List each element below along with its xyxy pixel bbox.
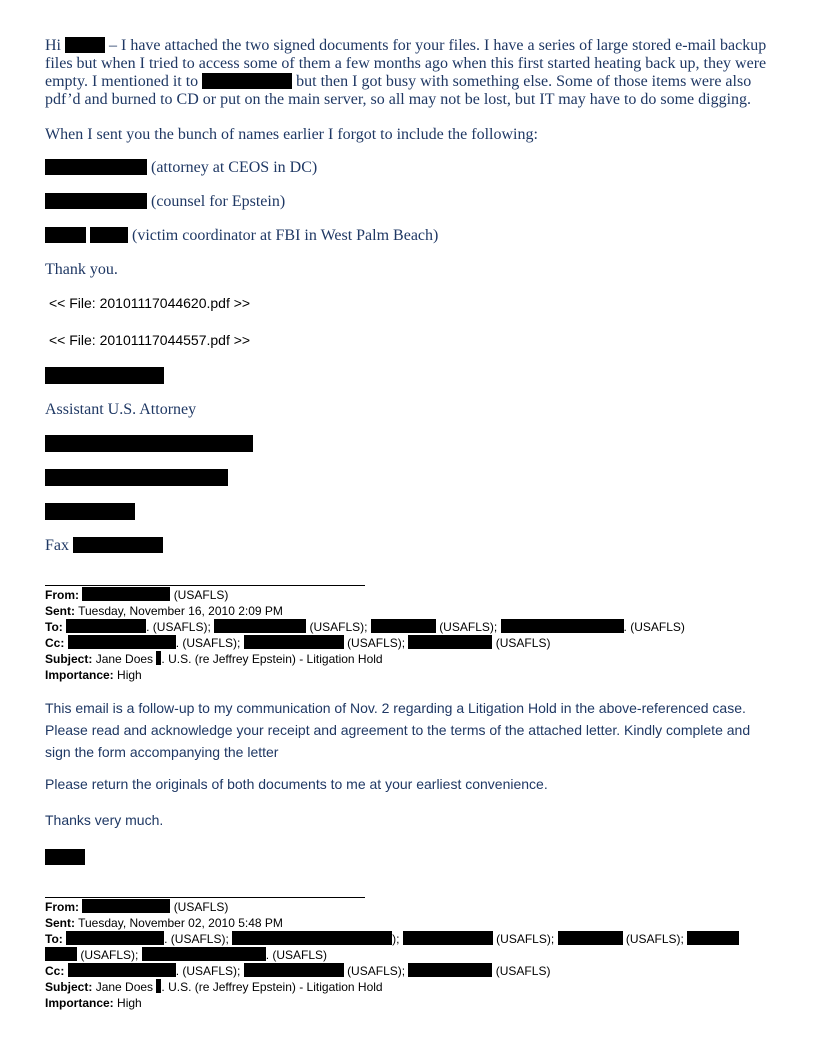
redaction [214, 619, 306, 633]
redaction [68, 963, 176, 977]
email2-paragraph-2: Please return the originals of both documents to me at your earliest convenience. [45, 776, 548, 792]
sent-line: Sent: Tuesday, November 02, 2010 5:48 PM [45, 916, 283, 930]
redaction [73, 537, 163, 553]
signature-redaction [45, 469, 228, 486]
from-line: From: (USAFLS) [45, 900, 229, 914]
redaction [687, 931, 739, 945]
closing: Thank you. [45, 261, 118, 278]
name-line-2: (counsel for Epstein) [45, 193, 772, 211]
redaction [244, 635, 344, 649]
fax-line: Fax [45, 537, 772, 555]
importance-line: Importance: High [45, 996, 142, 1010]
to-line-continued: (USAFLS); . (USAFLS) [45, 947, 775, 963]
greeting: Hi [45, 37, 61, 54]
redaction [45, 159, 147, 175]
to-line: To: . (USAFLS); (USAFLS); (USAFLS); . (USAFLS) [45, 620, 685, 634]
email1-paragraph-1 [45, 37, 772, 109]
redaction [82, 899, 170, 913]
email2-paragraph-3: Thanks very much. [45, 812, 164, 828]
redaction [45, 947, 77, 961]
signature-redaction [45, 503, 135, 520]
redaction [403, 931, 493, 945]
redaction [66, 619, 146, 633]
email2-paragraph-1: This email is a follow-up to my communication of Nov. 2 regarding a Litigation Hold in the above-referenced case. Please read and acknowledge your receipt and agreement to the terms of the attached letter. Kindly complete and sign the form accompanying the letter [45, 700, 751, 760]
redaction [371, 619, 436, 633]
redaction [408, 635, 492, 649]
subject-line: Subject: Jane Does . U.S. (re Jeffrey Epstein) - Litigation Hold [45, 652, 383, 666]
email3-header [45, 899, 775, 1011]
redaction [65, 37, 105, 53]
attachment-link-2[interactable]: << File: 20101117044557.pdf >> [49, 332, 251, 348]
signature-name-redaction [45, 367, 164, 384]
from-line: From: (USAFLS) [45, 588, 229, 602]
signature-redaction [45, 435, 253, 452]
cc-line: Cc: . (USAFLS); (USAFLS); (USAFLS) [45, 636, 551, 650]
separator-rule [45, 897, 365, 898]
paragraph-text: but then I got busy with something else. Some of those items were also pdf’d and burned to CD or put on the main server, so all may not be lost, but IT may have to do some digging. [45, 73, 752, 108]
redaction [45, 227, 86, 243]
email2-header [45, 587, 775, 683]
separator-rule [45, 585, 365, 586]
attachment-link-1[interactable]: << File: 20101117044620.pdf >> [49, 295, 251, 311]
importance-line: Importance: High [45, 668, 142, 682]
sent-line: Sent: Tuesday, November 16, 2010 2:09 PM [45, 604, 283, 618]
subject-line: Subject: Jane Does . U.S. (re Jeffrey Epstein) - Litigation Hold [45, 980, 383, 994]
redaction [68, 635, 176, 649]
to-line: To: . (USAFLS); ); (USAFLS); (USAFLS); [45, 931, 775, 947]
redaction [244, 963, 344, 977]
redaction [408, 963, 492, 977]
redaction [202, 73, 292, 89]
redaction [558, 931, 623, 945]
redaction [90, 227, 128, 243]
redaction [82, 587, 170, 601]
sender-signature-redaction [45, 849, 85, 865]
redaction [501, 619, 624, 633]
email1-paragraph-2: When I sent you the bunch of names earlier I forgot to include the following: [45, 126, 538, 143]
signature-title: Assistant U.S. Attorney [45, 401, 197, 418]
name-line-1: (attorney at CEOS in DC) [45, 159, 772, 177]
paragraph-text: – I have attached the two signed documents for your files. I have a series of large stored e-mail backup files but when I tried to access some of them a few months ago when this first started heating back up, they were empty. I mentioned it to [45, 37, 767, 90]
redaction [45, 193, 147, 209]
redaction [66, 931, 164, 945]
name-line-3: (victim coordinator at FBI in West Palm Beach) [45, 227, 772, 245]
redaction [142, 947, 266, 961]
cc-line: Cc: . (USAFLS); (USAFLS); (USAFLS) [45, 964, 551, 978]
redaction [232, 931, 392, 945]
